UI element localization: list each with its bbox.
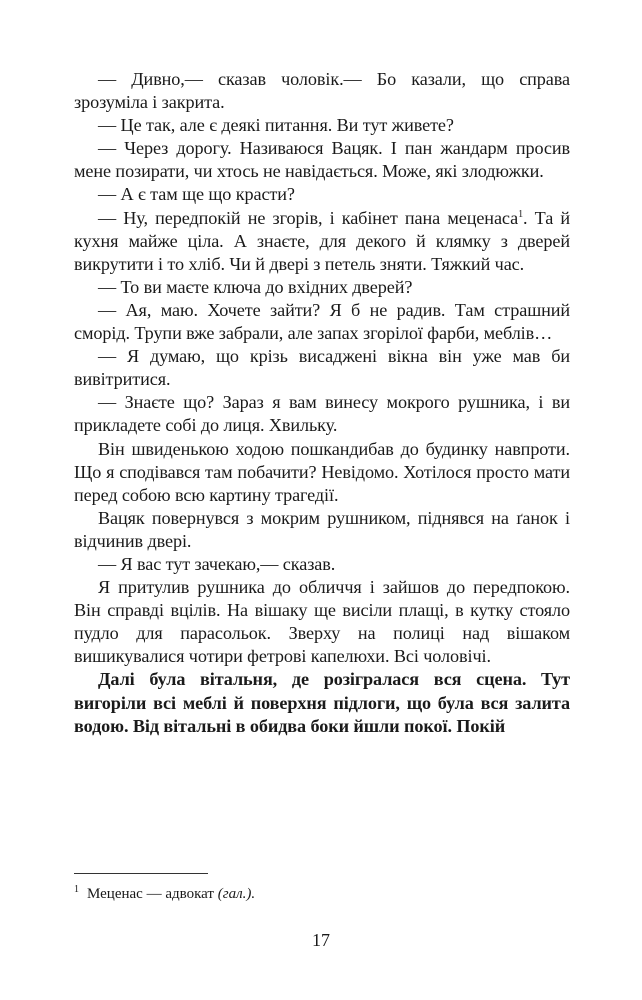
paragraph-text: — Ну, передпокій не згорів, і кабінет пана меценаса <box>98 207 519 228</box>
footnote <box>74 885 570 904</box>
paragraph: — А є там ще що красти? <box>98 184 295 205</box>
paragraph: Вацяк повернувся з мокрим рушником, піднявся на ґанок і відчинив двері. <box>74 507 570 551</box>
footnote-note: (гал.). <box>217 886 256 902</box>
paragraph: Я притулив рушника до обличчя і зайшов до передпокою. Він справді вцілів. На вішаку ще висіли плащі, в кутку стояло пудло для парасольок. Зверху на полиці над вішаком вишикувалися чотири фетрові капелюхи. Всі чоловічі. <box>74 577 570 667</box>
paragraph: — Я думаю, що крізь висаджені вікна він уже мав би вивітритися. <box>74 346 570 390</box>
paragraph <box>74 207 570 276</box>
footnote-mark: 1 <box>74 884 79 895</box>
footnote-term: Меценас — адвокат <box>87 886 214 902</box>
page-number: 17 <box>312 930 330 950</box>
paragraph: — Дивно,— сказав чоловік.— Бо казали, що справа зрозуміла і закрита. <box>74 69 570 113</box>
paragraph: — Ая, маю. Хочете зайти? Я б не радив. Там страшний сморід. Трупи вже забрали, але запах згорілої фарби, меблів… <box>74 299 570 344</box>
footnote-divider <box>74 873 208 874</box>
paragraph: — Знаєте що? Зараз я вам винесу мокрого рушника, і ви прикладете собі до лиця. Хвильку. <box>74 392 570 436</box>
paragraph: — Це так, але є деякі питання. Ви тут живете? <box>98 115 454 136</box>
paragraph: Він швиденькою ходою пошкандибав до будинку навпроти. Що я сподівався там побачити? Невідомо. Хотілося просто мати перед собою всю картину трагедії. <box>74 438 570 505</box>
paragraph: — То ви маєте ключа до вхідних дверей? <box>98 276 413 297</box>
paragraph: Далі була вітальня, де розігралася вся сцена. Тут вигоріли всі меблі й поверхня підлоги, що була вся залита водою. Від вітальні в обидва боки йшли покої. Покій <box>74 669 570 736</box>
page-body <box>74 68 570 738</box>
paragraph: — Через дорогу. Називаюся Вацяк. І пан жандарм просив мене позирати, чи хтось не навідається. Може, які злодюжки. <box>74 138 570 182</box>
paragraph: — Я вас тут зачекаю,— сказав. <box>98 553 336 574</box>
footnote-reference: 1 <box>518 208 523 220</box>
paragraph-text: . Та й кухня майже ціла. А знаєте, для декого й клямку з дверей викрутити і то хліб. Чи й двері з петель зняти. Тяжкий час. <box>74 207 570 274</box>
